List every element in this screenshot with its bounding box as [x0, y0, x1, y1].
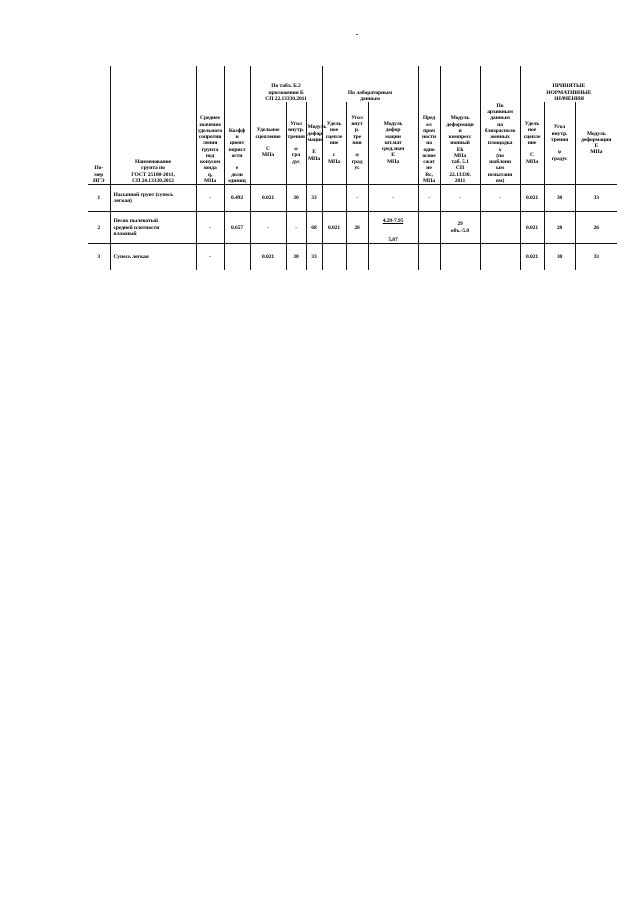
hdr-t-spec: Удельное сцепление C МПа: [250, 102, 286, 185]
row-pred: -: [418, 185, 440, 212]
hdr-n-spec: Удель ное сцепле ние С МПа: [520, 102, 544, 185]
row-coef: [224, 244, 250, 271]
row-n-mod: 33: [575, 185, 617, 212]
row-num: 1: [88, 185, 110, 212]
hdr-n-mod: Модуль деформации E МПа: [575, 102, 617, 185]
hdr-resist: Среднее значение удельного сопротив ления грунта под конусом зонда q, МПа: [196, 66, 224, 185]
soil-properties-table: [88, 66, 617, 270]
row-t-angle: 30: [286, 185, 306, 212]
hdr-t-mod: Модуль дефор мации E МПа: [306, 102, 322, 185]
row-n-mod: 26: [575, 212, 617, 244]
row-coef: 0.657: [224, 212, 250, 244]
row-l-mod: [368, 244, 418, 271]
row-l-spec: [322, 244, 346, 271]
table-row: [88, 212, 617, 244]
row-soil-name: Супесь легкая: [110, 244, 196, 271]
row-pred: [418, 244, 440, 271]
hdr-norm-group: ПРИНЯТЫЕ НОРМАТИВНЫЕ ЗНАЧЕНИЯ: [520, 66, 617, 102]
hdr-l-spec: Удель ное сцепле ние с МПа: [322, 102, 346, 185]
hdr-t-angle: Угол внутр. трения φ гра дус: [286, 102, 306, 185]
row-l-mod-range: 4.29-7.95: [382, 218, 404, 225]
hdr-n-angle: Угол внутр. трения φ градус: [544, 102, 575, 185]
row-num: 2: [88, 212, 110, 244]
row-l-spec: [322, 185, 346, 212]
row-archive: -: [480, 185, 520, 212]
row-soil-name: Насыпной грунт (супесь легкая): [110, 185, 196, 212]
row-compr: -: [440, 185, 480, 212]
row-t-spec: -: [250, 212, 286, 244]
hdr-table-group: По табл. Б.2 приложения Б СП 22.13330.2011: [250, 66, 322, 102]
hdr-lab-group: По лабораторным данным: [322, 66, 418, 102]
row-n-mod: 33: [575, 244, 617, 271]
row-n-spec: 0.021: [520, 212, 544, 244]
row-n-spec: 0.021: [520, 244, 544, 271]
table-row: [88, 244, 617, 271]
row-archive: [480, 244, 520, 271]
hdr-pred: Пред ел проч ности на одно осное сжат ие Rс, МПа: [418, 66, 440, 185]
hdr-num: По- мер ИГЭ: [88, 66, 110, 185]
row-t-mod: 68: [306, 212, 322, 244]
hdr-compr: Модуль деформаци и компресс ионный Ek МПа таб. 5.1 СП 22.13330. 2011: [440, 66, 480, 185]
header-row-top: [88, 66, 617, 102]
row-soil-name: Песок пылеватый средней плотности влажный: [110, 212, 196, 244]
row-l-angle: -: [346, 185, 368, 212]
hdr-coef: Коэфф и циент порист ости e доли единиц: [224, 66, 250, 185]
row-l-mod-mean: 5.87: [388, 237, 398, 243]
row-n-angle: 28: [544, 212, 575, 244]
row-l-spec: 0.021: [322, 212, 346, 244]
row-t-mod: 33: [306, 244, 322, 271]
row-resist: -: [196, 185, 224, 212]
row-resist: -: [196, 244, 224, 271]
row-t-spec: 0.021: [250, 185, 286, 212]
row-compr: 29 объ.-5.0: [440, 212, 480, 244]
hdr-archive: По архивным данным на близрасполо женных площадка х (по шаблонн ым испытани ям): [480, 66, 520, 185]
scan-speck: [356, 34, 358, 35]
row-archive: [480, 212, 520, 244]
hdr-l-mod: Модуль дефор мации шт.мат сред.знач Е МПа: [368, 102, 418, 185]
row-l-mod: -: [368, 185, 418, 212]
row-n-spec: 0.021: [520, 185, 544, 212]
row-resist: -: [196, 212, 224, 244]
row-l-angle: 28: [346, 212, 368, 244]
row-pred: [418, 212, 440, 244]
soil-properties-table-sheet: [88, 66, 612, 270]
row-coef: 0.492: [224, 185, 250, 212]
row-t-angle: 30: [286, 244, 306, 271]
row-l-angle: [346, 244, 368, 271]
row-compr: [440, 244, 480, 271]
hdr-name: Наименование грунта по ГОСТ 25100-2011, СП 24.13330.2012: [110, 66, 196, 185]
row-l-mod-cell: [368, 212, 418, 244]
row-num: 3: [88, 244, 110, 271]
row-t-spec: 0.021: [250, 244, 286, 271]
row-t-mod: 33: [306, 185, 322, 212]
table-row: [88, 185, 617, 212]
row-t-angle: -: [286, 212, 306, 244]
row-n-angle: 30: [544, 244, 575, 271]
row-n-angle: 30: [544, 185, 575, 212]
hdr-l-angle: Угол внут р. тре ния φ град ус: [346, 102, 368, 185]
